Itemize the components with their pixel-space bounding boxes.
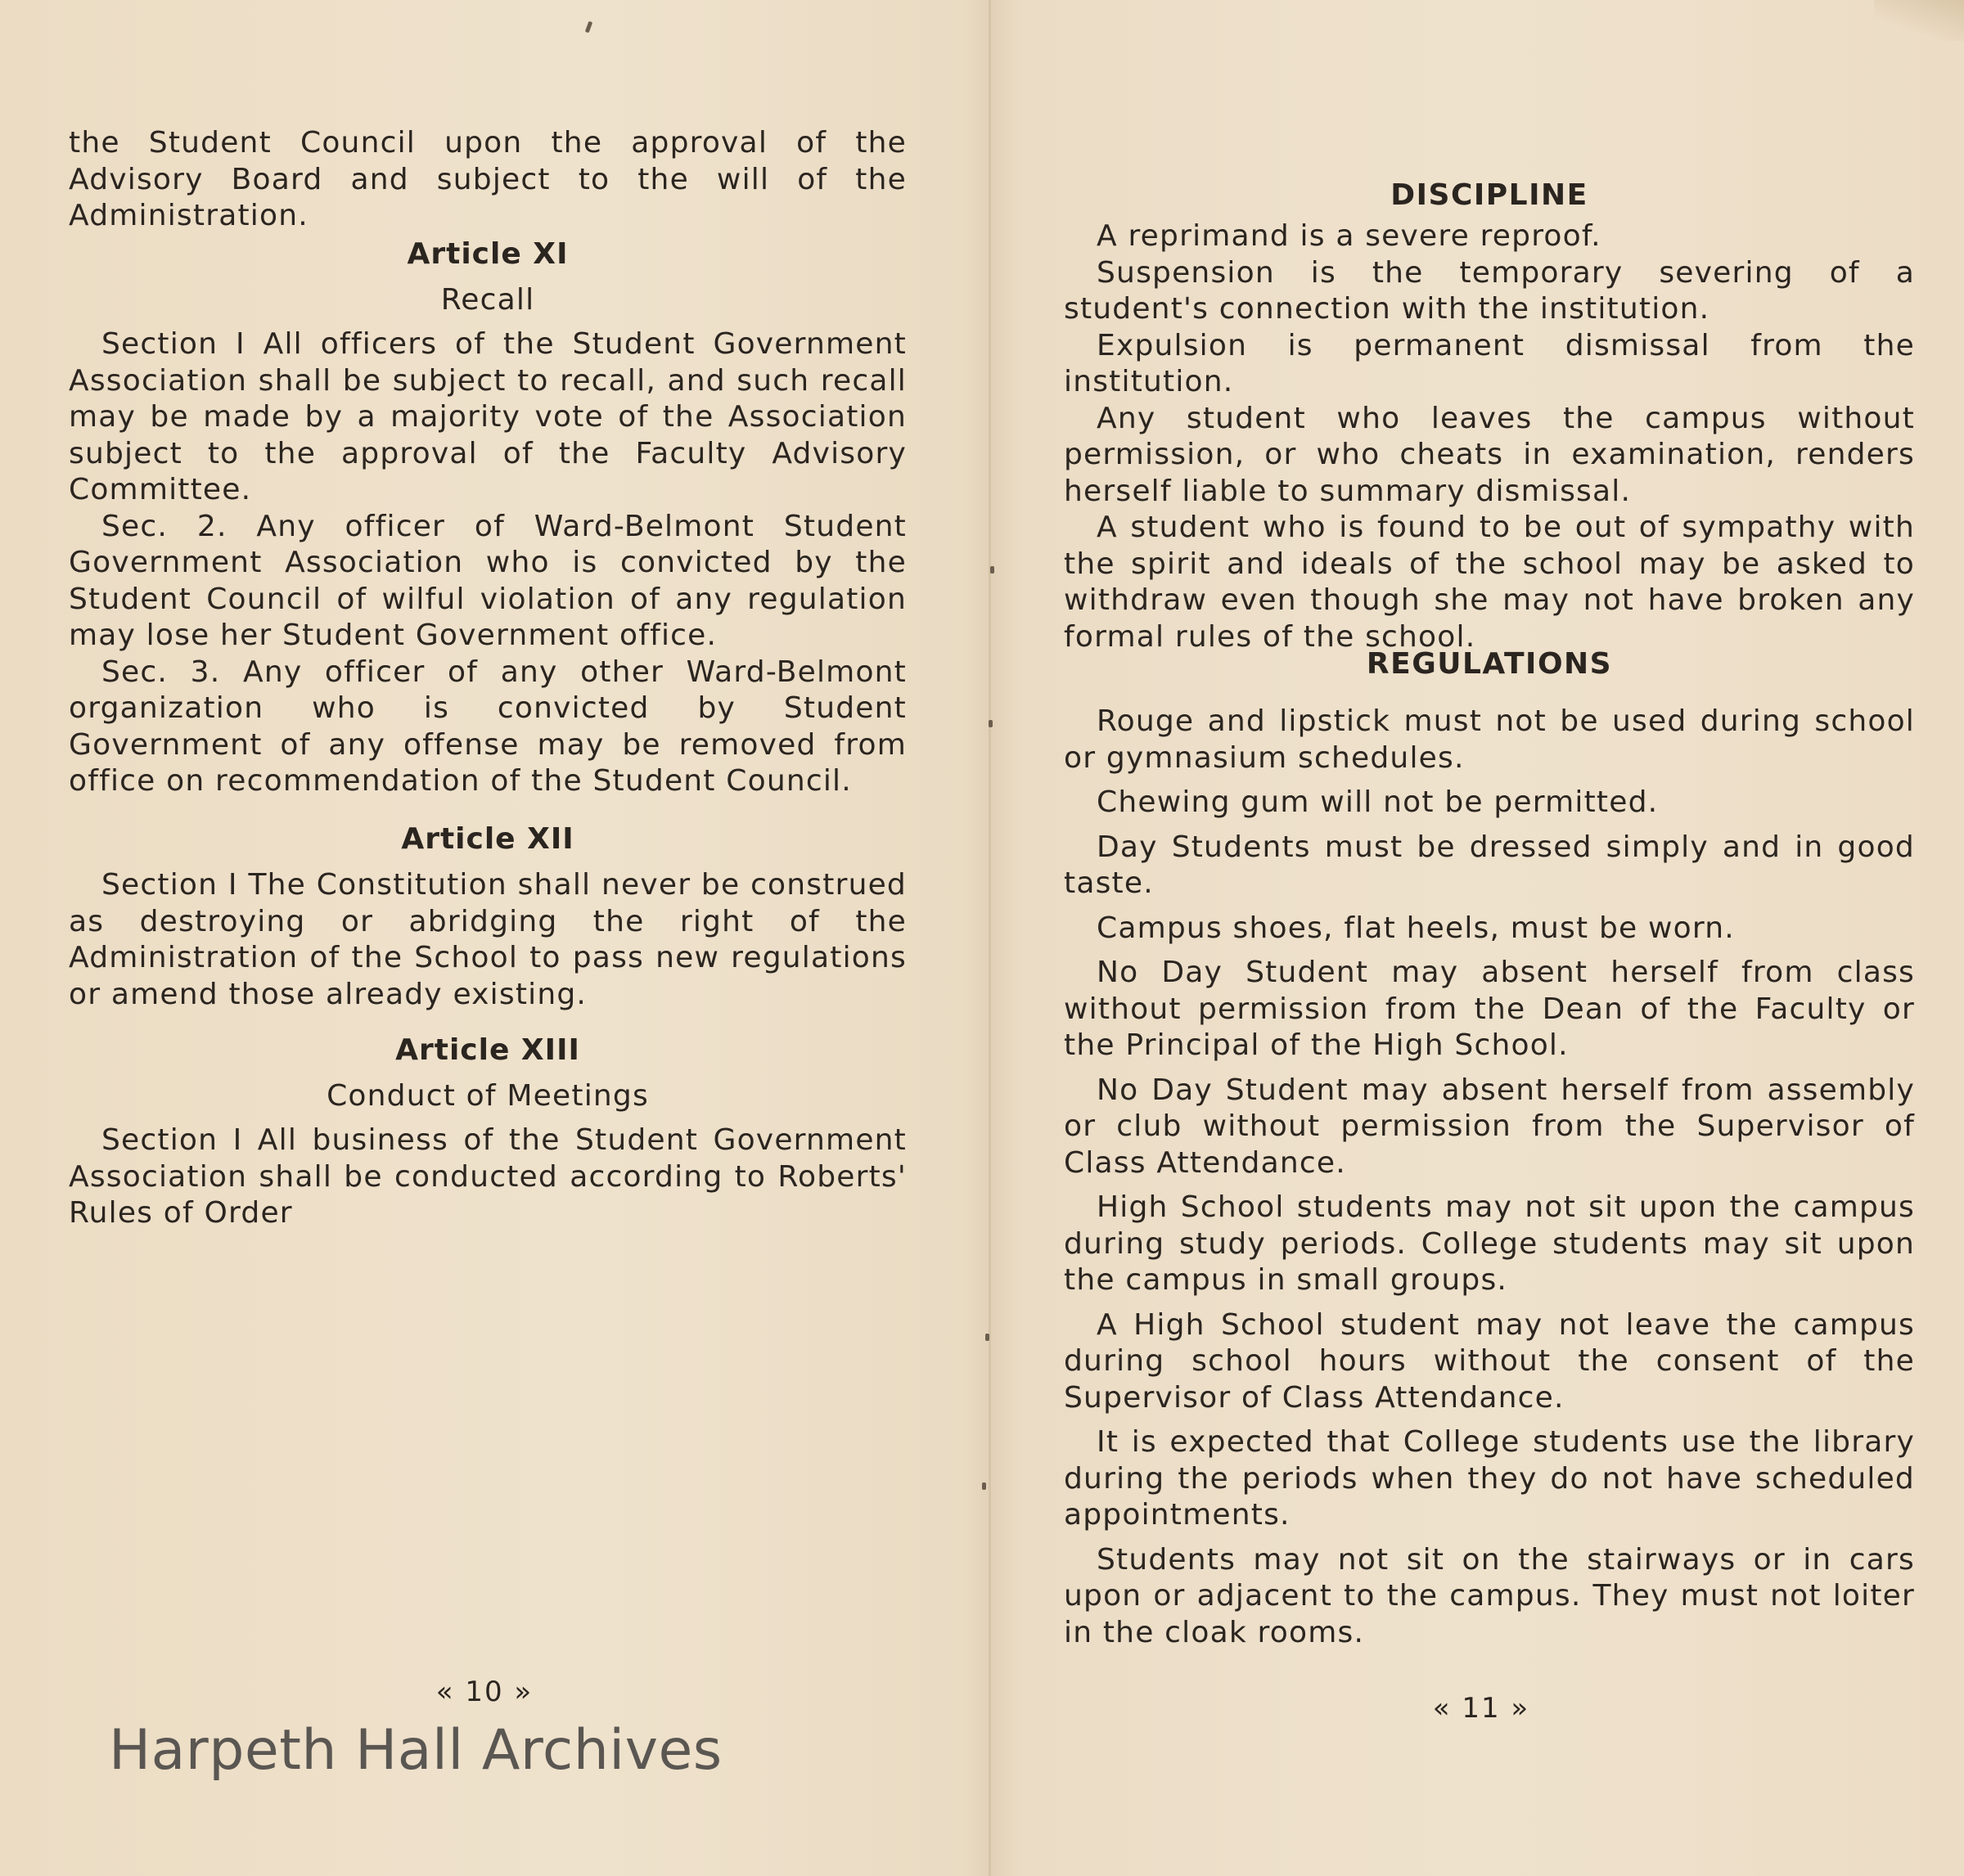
regulations-section	[1064, 646, 1915, 1651]
article-xi	[69, 236, 907, 800]
page-fold	[989, 0, 991, 1876]
discipline-section	[1064, 178, 1915, 655]
regulation-paragraph: It is expected that College students use the library during the periods when they do not have scheduled appointments.	[1064, 1425, 1915, 1532]
page-number-left: « 10 »	[435, 1676, 534, 1708]
regulation-paragraph: High School students may not sit upon the campus during study periods. College students may sit upon the campus in small groups.	[1064, 1190, 1915, 1297]
article-xii	[69, 821, 907, 1013]
discipline-paragraph: A student who is found to be out of sympathy with the spirit and ideals of the school may be asked to withdraw even though she may not have broken any formal rules of the school.	[1064, 511, 1915, 654]
regulation-paragraph: Chewing gum will not be permitted.	[1097, 785, 1659, 819]
regulation-paragraph: Day Students must be dressed simply and in good taste.	[1064, 830, 1915, 900]
article-xiii-title: Article XIII	[395, 1033, 580, 1067]
ink-speck	[985, 1334, 989, 1341]
article-xii-title: Article XII	[401, 822, 574, 856]
archive-watermark: Harpeth Hall Archives	[109, 1718, 723, 1783]
regulation-paragraph: A High School student may not leave the campus during school hours without the consent of the Supervisor of Class Attendance.	[1064, 1307, 1915, 1415]
regulation-paragraph: Rouge and lipstick must not be used during school or gymnasium schedules.	[1064, 704, 1915, 775]
regulation-paragraph: Students may not sit on the stairways or in cars upon or adjacent to the campus. They must not loiter in the cloak rooms.	[1064, 1542, 1915, 1649]
regulations-title: REGULATIONS	[1366, 647, 1613, 681]
page-number-right: « 11 »	[1432, 1692, 1530, 1725]
article-xi-subtitle: Recall	[440, 283, 535, 317]
continuation-paragraph: the Student Council upon the approval of the Advisory Board and subject to the will of the Administration.	[69, 126, 907, 232]
discipline-paragraph: Suspension is the temporary severing of a student's connection with the institution.	[1064, 255, 1915, 326]
discipline-paragraph: Expulsion is permanent dismissal from the institution.	[1064, 328, 1915, 398]
discipline-paragraph: A reprimand is a severe reproof.	[1097, 219, 1601, 253]
ink-speck	[990, 566, 994, 574]
article-xii-section-1: Section I The Constitution shall never be construed as destroying or abridging the right of the Administration of the School to pass new regulations or amend those already existing.	[69, 868, 907, 1011]
page-corner-wear	[1874, 0, 1964, 41]
regulation-paragraph: No Day Student may absent herself from assembly or club without permission from the Supervisor of Class Attendance.	[1064, 1073, 1915, 1180]
article-xi-title: Article XI	[407, 237, 569, 271]
article-xiii-section-1: Section I All business of the Student Government Association shall be conducted according to Roberts' Rules of Order	[69, 1123, 907, 1230]
discipline-title: DISCIPLINE	[1390, 178, 1588, 212]
article-xi-section-2: Sec. 2. Any officer of Ward-Belmont Student Government Association who is convicted by the Student Council of wilful violation of any regulation may lose her Student Government office.	[69, 509, 907, 652]
regulation-paragraph: No Day Student may absent herself from class without permission from the Dean of the Faculty or the Principal of the High School.	[1064, 956, 1915, 1062]
article-xi-section-3: Sec. 3. Any officer of any other Ward-Belmont organization who is convicted by Student Government of any offense may be removed from office on recommendation of the Student Council.	[69, 655, 907, 798]
regulation-paragraph: Campus shoes, flat heels, must be worn.	[1097, 911, 1735, 945]
ink-speck	[982, 1482, 986, 1490]
article-xiii	[69, 1032, 907, 1232]
article-xiii-subtitle: Conduct of Meetings	[327, 1079, 649, 1113]
article-xi-section-1: Section I All officers of the Student Government Association shall be subject to recall, and such recall may be made by a majority vote of the Association subject to the approval of the Faculty Advisory Committee.	[69, 327, 907, 506]
discipline-paragraph: Any student who leaves the campus without permission, or who cheats in examination, renders herself liable to summary dismissal.	[1064, 401, 1915, 508]
ink-speck	[989, 720, 993, 727]
